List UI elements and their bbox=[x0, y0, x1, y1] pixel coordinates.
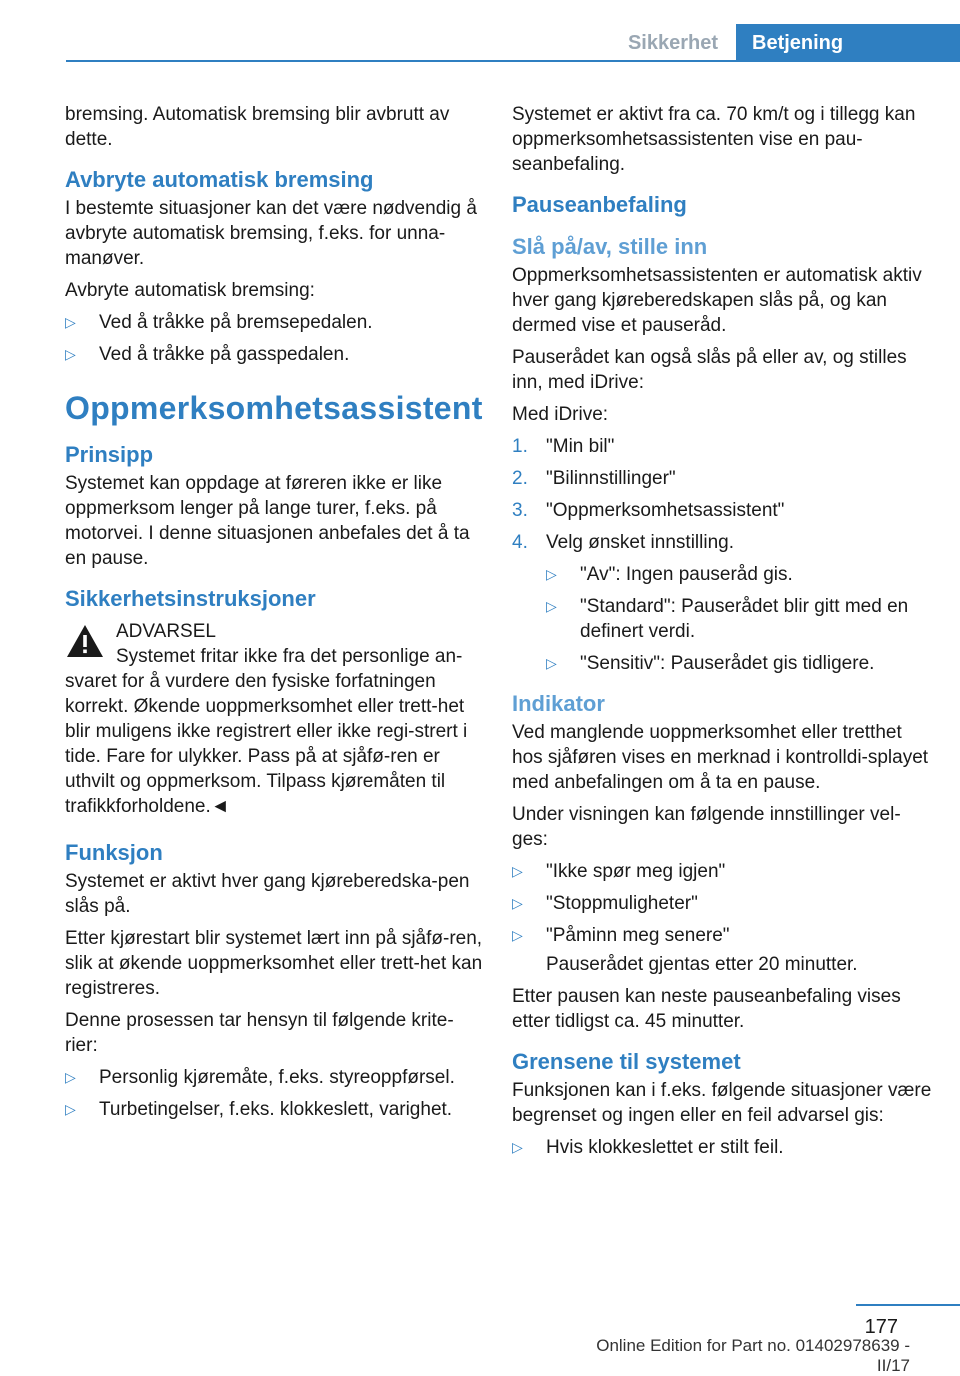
triangle-bullet-icon: ▷ bbox=[512, 863, 523, 879]
indicator-paragraph-3: Etter pausen kan neste pauseanbefaling vises etter tidligst ca. 45 minutter. bbox=[512, 986, 901, 1032]
onoff-paragraph-1: Oppmerksomhetsassistenten er automatisk aktiv hver gang kjøreberedskapen slås på, og kan dermed vise et pauseråd. bbox=[512, 265, 922, 336]
triangle-bullet-icon: ▷ bbox=[512, 927, 523, 943]
triangle-bullet-icon: ▷ bbox=[546, 566, 557, 582]
page-number: 177 bbox=[864, 1316, 898, 1338]
triangle-bullet-icon: ▷ bbox=[546, 655, 557, 671]
step-item: 3. "Oppmerksomhetsassistent" bbox=[512, 500, 785, 521]
step-4-options bbox=[546, 562, 934, 676]
list-item: ▷ "Ikke spør meg igjen" bbox=[512, 861, 726, 882]
footer-rule bbox=[856, 1304, 960, 1306]
limits-list bbox=[512, 1135, 934, 1160]
right-column bbox=[512, 102, 934, 1167]
list-item: ▷ "Påminn meg senere" bbox=[512, 925, 730, 946]
triangle-bullet-icon: ▷ bbox=[65, 314, 76, 330]
principle-paragraph: Systemet kan oppdage at føreren ikke er like oppmerksom lenger på lange turer, f.eks. på motorvei. I denne situasjonen anbefales det å ta en pause. bbox=[65, 473, 470, 569]
limits-paragraph: Funksjonen kan i f.eks. følgende situasjoner være begrenset og ingen eller en feil advarsel gis: bbox=[512, 1080, 932, 1126]
heading-abort-braking: Avbryte automatisk bremsing bbox=[65, 167, 374, 192]
triangle-bullet-icon: ▷ bbox=[512, 1139, 523, 1155]
list-item: ▷ Ved å tråkke på bremsepedalen. bbox=[65, 312, 373, 333]
heading-system-limits: Grensene til systemet bbox=[512, 1049, 741, 1074]
triangle-bullet-icon: ▷ bbox=[65, 1101, 76, 1117]
heading-safety: Sikkerhetsinstruksjoner bbox=[65, 586, 316, 611]
onoff-paragraph-3: Med iDrive: bbox=[512, 404, 609, 425]
triangle-bullet-icon: ▷ bbox=[65, 346, 76, 362]
warning-block bbox=[65, 619, 485, 819]
edition-footer: Online Edition for Part no. 01402978639 - II/17 bbox=[596, 1336, 910, 1375]
abort-lead: Avbryte automatisk bremsing: bbox=[65, 280, 315, 301]
heading-switch-on-off: Slå på/av, stille inn bbox=[512, 234, 708, 259]
indicator-paragraph-2: Under visningen kan følgende innstillinger vel‐ges: bbox=[512, 804, 901, 850]
abort-list bbox=[65, 310, 485, 367]
list-item: ▷ "Sensitiv": Pauserådet gis tidligere. bbox=[546, 653, 875, 674]
list-item: ▷ Hvis klokkeslettet er stilt feil. bbox=[512, 1137, 784, 1158]
list-item: ▷ Personlig kjøremåte, f.eks. styreoppførsel. bbox=[65, 1067, 455, 1088]
warning-text: Systemet fritar ikke fra det personlige an‐ svaret for å vurdere den fysiske forfatningen korrekt. Økende uoppmerksomhet eller trett‐het blir muligens ikke registrert eller ikke regi‐strert i tide. Fare for ulykker. Pass på at sjåfø‐ren er uthvilt og oppmerksom. Tilpass kjøremåten til trafikkforholdene.◄ bbox=[65, 646, 468, 817]
warning-triangle-icon bbox=[65, 623, 105, 659]
idrive-steps bbox=[512, 434, 934, 676]
reminder-note: Pauserådet gjentas etter 20 minutter. bbox=[546, 954, 858, 975]
chapter-title: Oppmerksomhetsassistent bbox=[65, 390, 483, 426]
indicator-paragraph-1: Ved manglende uoppmerksomhet eller tretthet hos sjåføren vises en merknad i kontrolldi‐splayet med anbefalingen om å ta en pause. bbox=[512, 722, 929, 793]
list-item: ▷ "Standard": Pauserådet blir gitt med en definert verdi. bbox=[546, 596, 909, 642]
function-paragraph-1: Systemet er aktivt hver gang kjøreberedska‐pen slås på. bbox=[65, 871, 470, 917]
intro-paragraph: bremsing. Automatisk bremsing blir avbrutt av dette. bbox=[65, 104, 450, 150]
function-list bbox=[65, 1065, 485, 1122]
abort-paragraph: I bestemte situasjoner kan det være nødvendig å avbryte automatisk bremsing, f.eks. for unna‐manøver. bbox=[65, 198, 477, 269]
heading-indicator: Indikator bbox=[512, 691, 605, 716]
heading-principle: Prinsipp bbox=[65, 442, 154, 467]
indicator-list bbox=[512, 859, 934, 948]
left-column bbox=[65, 102, 485, 1129]
heading-function: Funksjon bbox=[65, 840, 163, 865]
triangle-bullet-icon: ▷ bbox=[512, 895, 523, 911]
triangle-bullet-icon: ▷ bbox=[546, 598, 557, 614]
step-item: 1. "Min bil" bbox=[512, 436, 615, 457]
list-item: ▷ "Av": Ingen pauseråd gis. bbox=[546, 564, 793, 585]
onoff-paragraph-2: Pauserådet kan også slås på eller av, og stilles inn, med iDrive: bbox=[512, 347, 907, 393]
tab-sikkerhet[interactable]: Sikkerhet bbox=[627, 32, 719, 54]
intro-paragraph-right: Systemet er aktivt fra ca. 70 km/t og i tillegg kan oppmerksomhetsassistenten vise en pau‐seanbefaling. bbox=[512, 104, 916, 175]
step-item: 2. "Bilinnstillinger" bbox=[512, 468, 676, 489]
function-paragraph-3: Denne prosessen tar hensyn til følgende krite‐rier: bbox=[65, 1010, 454, 1056]
triangle-bullet-icon: ▷ bbox=[65, 1069, 76, 1085]
list-item: ▷ Turbetingelser, f.eks. klokkeslett, varighet. bbox=[65, 1099, 453, 1120]
function-paragraph-2: Etter kjørestart blir systemet lært inn på sjåfø‐ren, slik at økende uoppmerksomhet eller trett‐het kan registreres. bbox=[65, 928, 483, 999]
list-item: ▷ "Stoppmuligheter" bbox=[512, 893, 698, 914]
warning-title: ADVARSEL bbox=[116, 621, 216, 642]
step-item: 4. Velg ønsket innstilling. ▷ "Av": Ingen pauseråd gis. ▷ "Standard": Pauserådet blir gitt med en definert verdi. ▷ "Sensitiv": Pauserådet gis tidligere. bbox=[512, 530, 934, 676]
heading-pause-recommendation: Pauseanbefaling bbox=[512, 192, 687, 217]
tab-betjening[interactable]: Betjening bbox=[736, 24, 960, 62]
list-item: ▷ Ved å tråkke på gasspedalen. bbox=[65, 344, 350, 365]
